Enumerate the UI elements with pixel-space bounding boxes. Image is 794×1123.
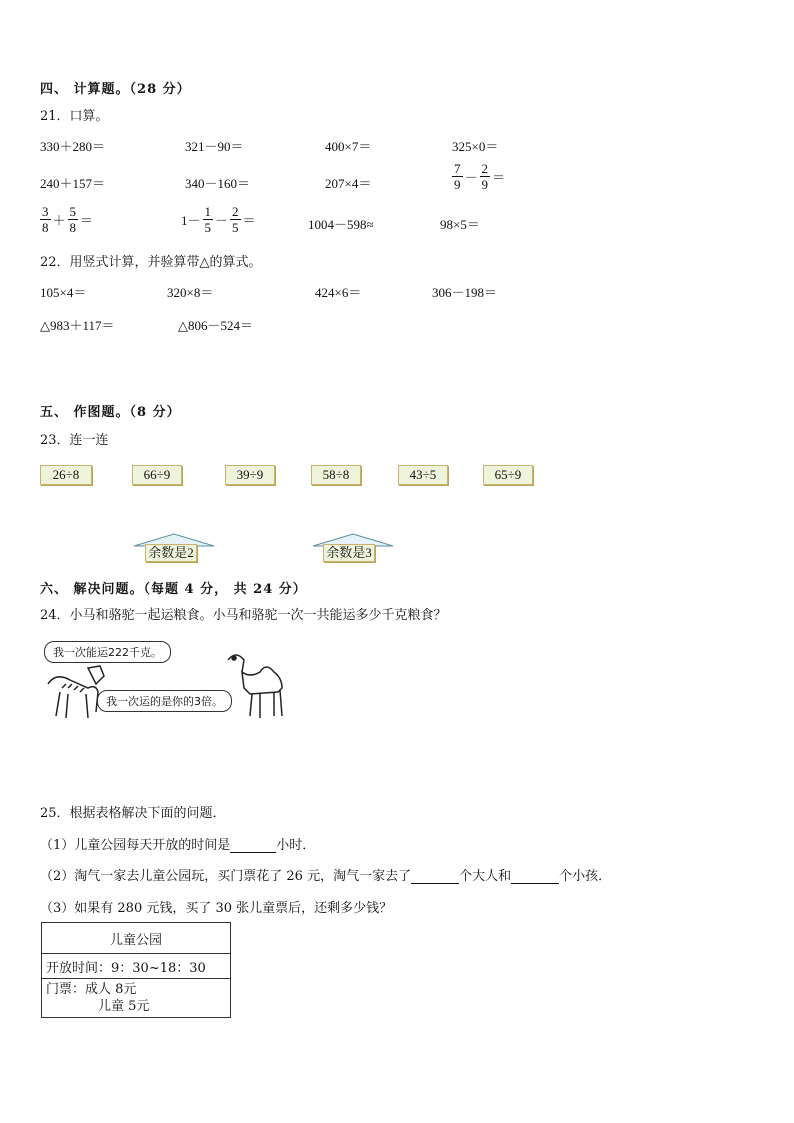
q22-label: 22．用竖式计算，并验算带△的算式。 xyxy=(40,255,262,270)
remainder-house-2[interactable]: 余数是2 xyxy=(145,544,197,562)
section-5-title: 五、 作图题。（8 分） xyxy=(40,405,181,420)
q21-expr-4: 325×0＝ xyxy=(452,139,499,154)
q22-expr-5: △983＋117＝ xyxy=(40,318,115,333)
park-table-hours: 开放时间：9：30~18：30 xyxy=(42,954,231,979)
park-info-table xyxy=(41,922,231,1018)
q22-expr-6: △806－524＝ xyxy=(178,318,253,333)
q21-fraction-expr-3 xyxy=(181,204,256,235)
answer-blank[interactable] xyxy=(230,840,276,853)
park-table-tickets xyxy=(42,979,231,1018)
q25-part-2 xyxy=(40,865,611,884)
division-card[interactable]: 58÷8 xyxy=(311,465,361,485)
answer-blank-children[interactable] xyxy=(511,871,559,884)
numerator: 2 xyxy=(481,161,489,176)
q25-part-2-end: 个小孩． xyxy=(559,869,612,884)
division-card[interactable]: 65÷9 xyxy=(483,465,533,485)
q21-fraction-expr-2 xyxy=(40,204,93,235)
denominator: 8 xyxy=(69,220,77,235)
camel-speech-bubble: 我一次运的是你的3倍。 xyxy=(97,690,232,712)
q25-part-1 xyxy=(40,834,315,853)
equals: ＝ xyxy=(242,213,256,228)
q25-part-1-text: （1）儿童公园每天开放的时间是 xyxy=(40,838,231,853)
numerator: 1 xyxy=(204,204,212,219)
q21-expr-8: 1004－598≈ xyxy=(308,217,374,232)
q21-expr-6: 340－160＝ xyxy=(185,176,251,191)
q21-expr-2: 321－90＝ xyxy=(185,139,244,154)
division-card[interactable]: 43÷5 xyxy=(398,465,448,485)
q25-part-2-mid: 个大人和 xyxy=(459,869,512,884)
denominator: 5 xyxy=(204,220,212,235)
denominator: 9 xyxy=(481,177,489,192)
denominator: 5 xyxy=(232,220,239,235)
q25-part-2-text: （2）淘气一家去儿童公园玩，买门票花了 26 元，淘气一家去了 xyxy=(40,869,412,884)
q22-expr-4: 306－198＝ xyxy=(432,285,498,300)
q24-label: 24．小马和骆驼一起运粮食。小马和骆驼一次一共能运多少千克粮食？ xyxy=(40,608,447,623)
q25-part-3: （3）如果有 280 元钱，买了 30 张儿童票后，还剩多少钱？ xyxy=(40,901,393,916)
numerator: 2 xyxy=(232,204,239,219)
q21-expr-9: 98×5＝ xyxy=(440,217,480,232)
division-card[interactable]: 39÷9 xyxy=(225,465,275,485)
q21-fraction-expr-1 xyxy=(452,161,505,192)
q21-label: 21．口算。 xyxy=(40,109,109,124)
denominator: 9 xyxy=(454,177,461,192)
q21-expr-3: 400×7＝ xyxy=(325,139,372,154)
park-table-title: 儿童公园 xyxy=(42,923,231,954)
numerator: 5 xyxy=(69,204,77,219)
q21-expr-7: 207×4＝ xyxy=(325,176,372,191)
q22-expr-1: 105×4＝ xyxy=(40,285,87,300)
equals: ＝ xyxy=(80,213,94,228)
operator: ＋ xyxy=(52,213,66,228)
q25-part-1-unit: 小时． xyxy=(276,838,316,853)
q21-expr-5: 240＋157＝ xyxy=(40,176,106,191)
equals: ＝ xyxy=(492,170,506,185)
section-6-title: 六、 解决问题。（每题 4 分， 共 24 分） xyxy=(40,582,307,597)
operator: － xyxy=(464,170,478,185)
q22-expr-2: 320×8＝ xyxy=(167,285,214,300)
denominator: 8 xyxy=(42,220,49,235)
q25-label: 25．根据表格解决下面的问题． xyxy=(40,806,226,821)
remainder-house-3[interactable]: 余数是3 xyxy=(323,544,375,562)
division-card[interactable]: 66÷9 xyxy=(132,465,182,485)
answer-blank-adults[interactable] xyxy=(411,871,459,884)
horse-speech-bubble: 我一次能运222千克。 xyxy=(44,641,171,663)
operator: － xyxy=(215,213,229,228)
q23-label: 23．连一连 xyxy=(40,433,109,448)
numerator: 7 xyxy=(454,161,461,176)
q22-expr-3: 424×6＝ xyxy=(315,285,362,300)
division-card[interactable]: 26÷8 xyxy=(40,465,92,485)
section-4-title: 四、 计算题。（28 分） xyxy=(40,82,191,97)
ticket-adult: 门票：成人 8元 xyxy=(46,982,137,997)
ticket-child: 儿童 5元 xyxy=(98,999,150,1014)
numerator: 3 xyxy=(42,204,49,219)
lead-term: 1－ xyxy=(181,213,201,228)
q21-expr-1: 330＋280＝ xyxy=(40,139,106,154)
